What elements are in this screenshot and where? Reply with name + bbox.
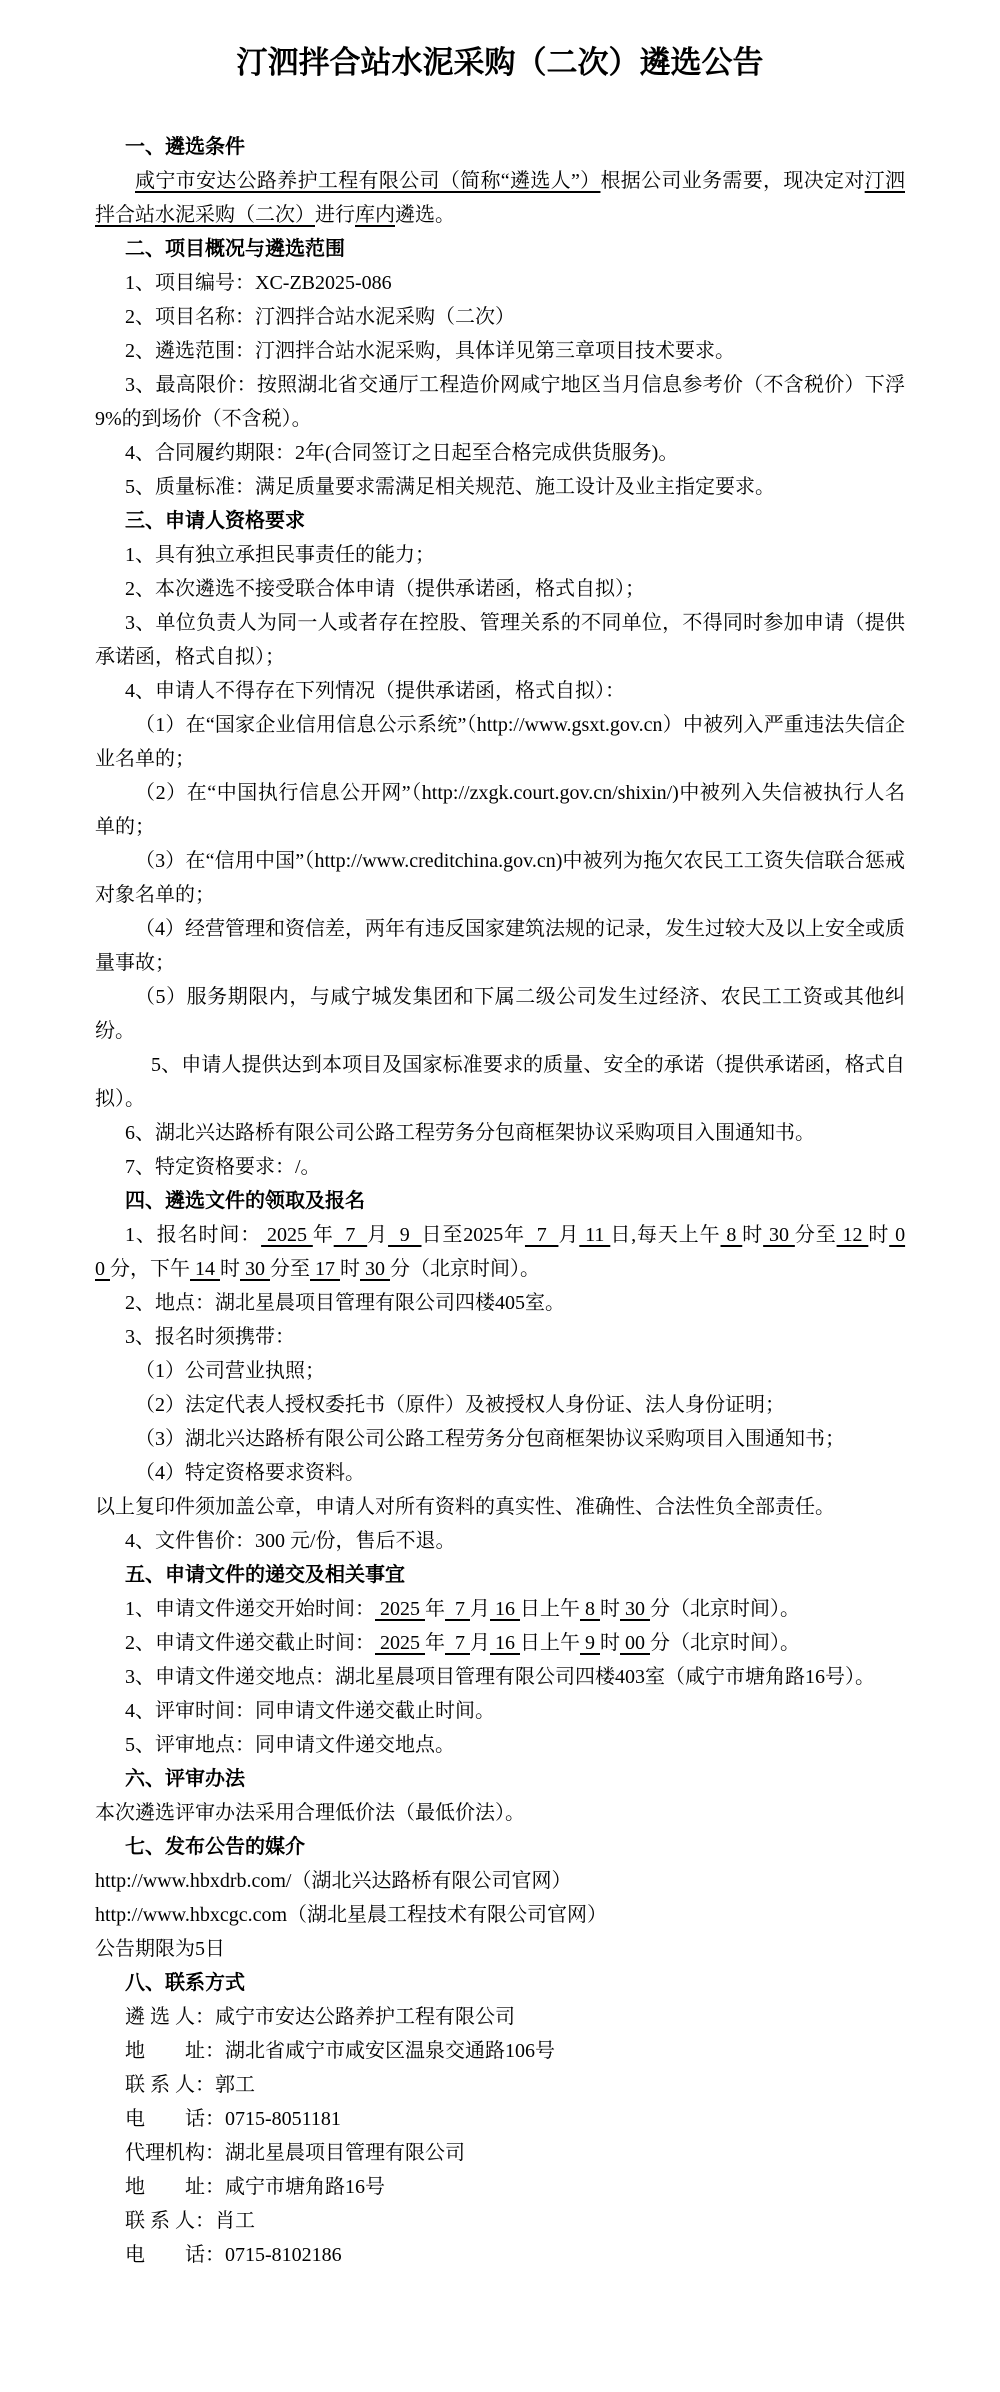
list-item: 4、文件售价：300 元/份，售后不退。 [125, 1529, 456, 1552]
text-segment: 分（北京时间）。 [390, 1257, 540, 1280]
text-segment: 1、申请文件递交开始时间： [125, 1597, 375, 1620]
sub-list-item: （1）公司营业执照； [135, 1359, 325, 1382]
text-segment: 分（北京时间）。 [650, 1597, 800, 1620]
list-item: 5、质量标准：满足质量要求需满足相关规范、施工设计及业主指定要求。 [125, 475, 775, 498]
list-item: 2、本次遴选不接受联合体申请（提供承诺函，格式自拟）； [125, 577, 645, 600]
sub-list-item: （2）法定代表人授权委托书（原件）及被授权人身份证、法人身份证明； [135, 1393, 785, 1416]
underlined-blank: 8 [580, 1597, 600, 1620]
text-segment: 时 [340, 1257, 360, 1280]
underlined-text: 库内 [355, 203, 395, 226]
underlined-blank: 30 [240, 1257, 270, 1280]
list-item: 2、地点：湖北星晨项目管理有限公司四楼405室。 [125, 1291, 565, 1314]
underlined-blank: 30 [620, 1597, 650, 1620]
text-segment: 时 [742, 1223, 764, 1246]
page-title: 汀泗拌合站水泥采购（二次）遴选公告 [236, 45, 764, 80]
underlined-blank: 7 [445, 1597, 470, 1620]
list-item: 2、遴选范围：汀泗拌合站水泥采购，具体详见第三章项目技术要求。 [125, 339, 735, 362]
sub-list-item: （3）湖北兴达路桥有限公司公路工程劳务分包商框架协议采购项目入围通知书； [135, 1427, 845, 1450]
section-5-heading: 五、申请文件的递交及相关事宜 [125, 1563, 405, 1586]
media-url: http://www.hbxcgc.com（湖北星晨工程技术有限公司官网） [95, 1903, 608, 1926]
text-segment: 分，下午 [110, 1257, 190, 1280]
underlined-blank: 2025 [375, 1631, 425, 1654]
underlined-blank: 30 [763, 1223, 795, 1246]
underlined-blank: 2025 [375, 1597, 425, 1620]
contact-line: 电 话：0715-8051181 [125, 2107, 341, 2130]
underlined-blank: 9 [388, 1223, 422, 1246]
contact-line: 联 系 人：郭工 [125, 2073, 255, 2096]
underlined-blank: 00 [620, 1631, 650, 1654]
text-segment: 时 [600, 1631, 620, 1654]
underlined-blank: 00 [95, 1223, 906, 1280]
text-segment: 日上午 [520, 1597, 580, 1620]
text-segment: 时 [600, 1597, 620, 1620]
list-item: 3、报名时须携带： [125, 1325, 295, 1348]
review-method-paragraph: 本次遴选评审办法采用合理低价法（最低价法）。 [95, 1801, 525, 1824]
underlined-blank: 7 [524, 1223, 559, 1246]
list-item: 3、最高限价：按照湖北省交通厅工程造价网咸宁地区当月信息参考价（不含税价）下浮9%的到场价（不含税）。 [95, 373, 905, 430]
text-segment: 月 [367, 1223, 389, 1246]
contact-line: 代理机构：湖北星晨项目管理有限公司 [125, 2141, 465, 2164]
underlined-blank: 30 [360, 1257, 390, 1280]
note-paragraph: 以上复印件须加盖公章，申请人对所有资料的真实性、准确性、合法性负全部责任。 [95, 1495, 835, 1518]
list-item: 4、合同履约期限：2年(合同签订之日起至合格完成供货服务)。 [125, 441, 679, 464]
section-4-heading: 四、遴选文件的领取及报名 [125, 1189, 365, 1212]
text-segment: 月 [470, 1597, 490, 1620]
submit-deadline-line [95, 1626, 905, 1660]
contact-line: 遴 选 人：咸宁市安达公路养护工程有限公司 [125, 2005, 515, 2028]
text-segment: 日至2025年 [421, 1223, 525, 1246]
contact-line: 电 话：0715-8102186 [125, 2243, 342, 2266]
list-item: 1、项目编号：XC-ZB2025-086 [125, 271, 392, 294]
underlined-blank: 7 [333, 1223, 368, 1246]
section-6-heading: 六、评审办法 [125, 1767, 245, 1790]
section-3-heading: 三、申请人资格要求 [125, 509, 305, 532]
section-2-heading: 二、项目概况与遴选范围 [125, 237, 345, 260]
text-segment: 时 [868, 1223, 890, 1246]
announcement-period: 公告期限为5日 [95, 1937, 225, 1960]
underlined-blank: 16 [490, 1631, 520, 1654]
text-segment: 分至 [794, 1223, 837, 1246]
text-segment: 根据公司业务需要，现决定对 [600, 169, 865, 192]
text-segment: 时 [220, 1257, 240, 1280]
underlined-text: 汀泗拌合站水泥采购（二次） [95, 169, 905, 226]
list-item: 4、评审时间：同申请文件递交截止时间。 [125, 1699, 495, 1722]
sub-list-item: （4）经营管理和资信差，两年有违反国家建筑法规的记录，发生过较大及以上安全或质量事故； [95, 917, 905, 974]
underlined-text: 咸宁市安达公路养护工程有限公司（简称“遴选人”） [135, 169, 601, 192]
text-segment: 进行 [315, 203, 355, 226]
underlined-blank: 14 [190, 1257, 220, 1280]
text-segment: 月 [470, 1631, 490, 1654]
text-segment: 遴选。 [395, 203, 455, 226]
text-segment: 1、报名时间： [125, 1223, 262, 1246]
text-segment: 分（北京时间）。 [650, 1631, 800, 1654]
media-url: http://www.hbxdrb.com/（湖北兴达路桥有限公司官网） [95, 1869, 572, 1892]
sub-list-item: （5）服务期限内，与咸宁城发集团和下属二级公司发生过经济、农民工工资或其他纠纷。 [95, 985, 905, 1042]
list-item: 7、特定资格要求：/。 [125, 1155, 321, 1178]
list-item: 2、项目名称：汀泗拌合站水泥采购（二次） [125, 305, 515, 328]
text-segment: 年 [425, 1631, 445, 1654]
text-segment: 日上午 [520, 1631, 580, 1654]
text-segment: 分至 [270, 1257, 310, 1280]
section-1-heading: 一、遴选条件 [125, 135, 245, 158]
intro-paragraph [95, 164, 905, 232]
sub-list-item: （2）在“中国执行信息公开网”（http://zxgk.court.gov.cn/shixin/)中被列入失信被执行人名单的； [95, 781, 905, 838]
underlined-blank: 7 [445, 1631, 470, 1654]
underlined-blank: 12 [836, 1223, 869, 1246]
contact-line: 地 址：咸宁市塘角路16号 [125, 2175, 385, 2198]
text-segment: 日,每天上午 [610, 1223, 721, 1246]
section-7-heading: 七、发布公告的媒介 [125, 1835, 305, 1858]
underlined-blank: 8 [720, 1223, 743, 1246]
underlined-blank: 2025 [261, 1223, 313, 1246]
submit-start-line [95, 1592, 905, 1626]
underlined-blank: 16 [490, 1597, 520, 1620]
contact-line: 联 系 人：肖工 [125, 2209, 255, 2232]
sub-list-item: （1）在“国家企业信用信息公示系统”（http://www.gsxt.gov.cn）中被列入严重违法失信企业名单的； [95, 713, 905, 770]
list-item: 4、申请人不得存在下列情况（提供承诺函，格式自拟）： [125, 679, 625, 702]
sub-list-item: （4）特定资格要求资料。 [135, 1461, 365, 1484]
contact-line: 地 址：湖北省咸宁市咸安区温泉交通路106号 [125, 2039, 555, 2062]
list-item: 5、申请人提供达到本项目及国家标准要求的质量、安全的承诺（提供承诺函，格式自拟）。 [95, 1053, 905, 1110]
list-item: 3、申请文件递交地点：湖北星晨项目管理有限公司四楼403室（咸宁市塘角路16号）。 [125, 1665, 875, 1688]
list-item: 5、评审地点：同申请文件递交地点。 [125, 1733, 455, 1756]
text-segment: 2、申请文件递交截止时间： [125, 1631, 375, 1654]
section-8-heading: 八、联系方式 [125, 1971, 245, 1994]
list-item: 1、具有独立承担民事责任的能力； [125, 543, 435, 566]
sub-list-item: （3）在“信用中国”（http://www.creditchina.gov.cn)中被列为拖欠农民工工资失信联合惩戒对象名单的； [95, 849, 905, 906]
text-segment: 年 [425, 1597, 445, 1620]
signup-time-line [95, 1218, 905, 1286]
underlined-blank: 11 [579, 1223, 611, 1246]
underlined-blank: 17 [310, 1257, 340, 1280]
list-item: 6、湖北兴达路桥有限公司公路工程劳务分包商框架协议采购项目入围通知书。 [125, 1121, 815, 1144]
text-segment: 年 [312, 1223, 334, 1246]
list-item: 3、单位负责人为同一人或者存在控股、管理关系的不同单位，不得同时参加申请（提供承诺函，格式自拟）； [95, 611, 905, 668]
underlined-blank: 9 [580, 1631, 600, 1654]
text-segment: 月 [558, 1223, 580, 1246]
